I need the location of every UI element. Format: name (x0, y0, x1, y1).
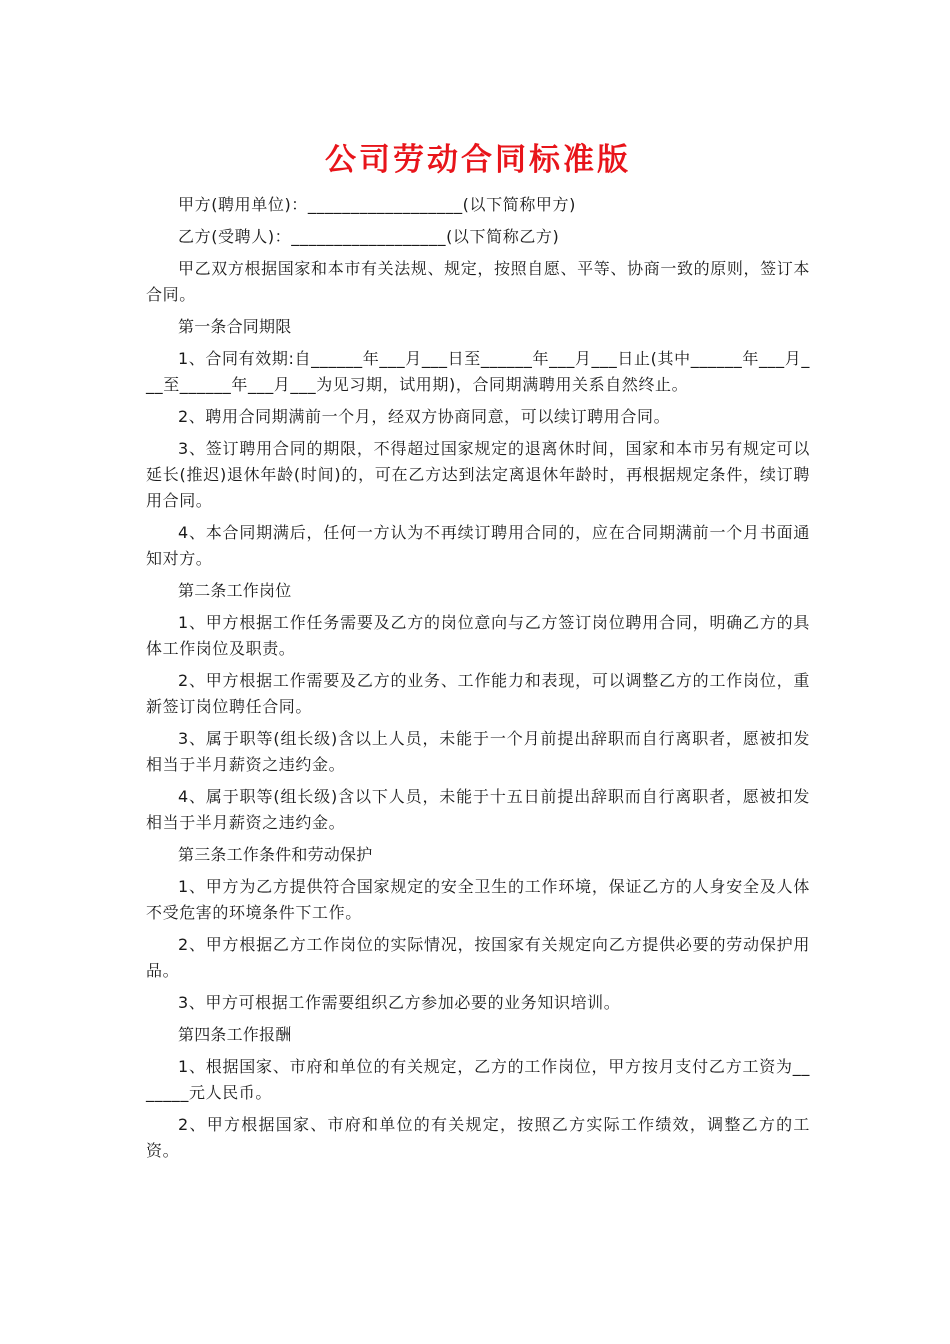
article-1-clause-3: 3、签订聘用合同的期限，不得超过国家规定的退离休时间，国家和本市另有规定可以延长(推迟)退休年龄(时间)的，可在乙方达到法定离退休年龄时，再根据规定条件，续订聘用合同。 (146, 439, 810, 510)
article-4-clause-1: 1、根据国家、市府和单位的有关规定，乙方的工作岗位，甲方按月支付乙方工资为_______元人民币。 (146, 1057, 810, 1102)
document-title: 公司劳动合同标准版 (325, 142, 631, 178)
article-1-clause-2: 2、聘用合同期满前一个月，经双方协商同意，可以续订聘用合同。 (178, 407, 671, 426)
article-3-clause-1: 1、甲方为乙方提供符合国家规定的安全卫生的工作环境，保证乙方的人身安全及人体不受危害的环境条件下工作。 (146, 877, 810, 922)
article-2-clause-3: 3、属于职等(组长级)含以上人员，未能于一个月前提出辞职而自行离职者，愿被扣发相当于半月薪资之违约金。 (146, 729, 810, 774)
party-a-line: 甲方(聘用单位)：__________________(以下简称甲方) (178, 195, 576, 214)
article-1-clause-4: 4、本合同期满后，任何一方认为不再续订聘用合同的，应在合同期满前一个月书面通知对方。 (146, 523, 810, 568)
article-2-clause-1: 1、甲方根据工作任务需要及乙方的岗位意向与乙方签订岗位聘用合同，明确乙方的具体工作岗位及职责。 (146, 613, 810, 658)
article-4-heading: 第四条工作报酬 (178, 1025, 292, 1044)
article-2-heading: 第二条工作岗位 (178, 581, 292, 600)
article-2-clause-2: 2、甲方根据工作需要及乙方的业务、工作能力和表现，可以调整乙方的工作岗位，重新签订岗位聘任合同。 (146, 671, 810, 716)
preamble-paragraph: 甲乙双方根据国家和本市有关法规、规定，按照自愿、平等、协商一致的原则，签订本合同。 (146, 259, 810, 304)
article-3-clause-2: 2、甲方根据乙方工作岗位的实际情况，按国家有关规定向乙方提供必要的劳动保护用品。 (146, 935, 810, 980)
article-1-heading: 第一条合同期限 (178, 317, 292, 336)
article-3-heading: 第三条工作条件和劳动保护 (178, 845, 373, 864)
party-b-line: 乙方(受聘人)：__________________(以下简称乙方) (178, 227, 560, 246)
document-page (146, 138, 810, 1170)
article-1-clause-1: 1、合同有效期:自______年___月___日至______年___月___日止(其中______年___月___至______年___月___为见习期，试用期)，合同期满聘用关系自然终止。 (146, 349, 810, 394)
article-2-clause-4: 4、属于职等(组长级)含以下人员，未能于十五日前提出辞职而自行离职者，愿被扣发相当于半月薪资之违约金。 (146, 787, 810, 832)
article-3-clause-3: 3、甲方可根据工作需要组织乙方参加必要的业务知识培训。 (178, 993, 621, 1012)
article-4-clause-2: 2、甲方根据国家、市府和单位的有关规定，按照乙方实际工作绩效，调整乙方的工资。 (146, 1115, 810, 1160)
